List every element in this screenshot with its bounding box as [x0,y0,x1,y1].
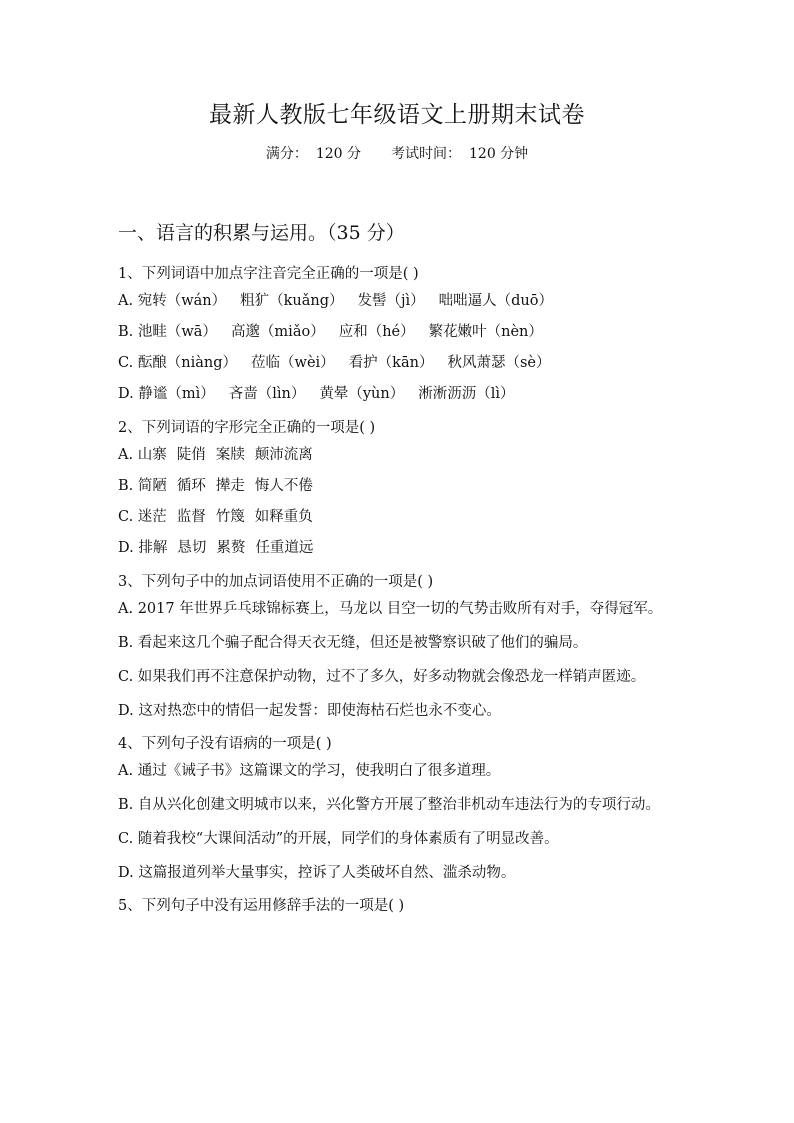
option-word: 循环 [176,478,206,494]
option-word: 繁花嫩叶（nèn） [428,324,543,340]
option-a: A. 2017 年世界乒乓球锦标赛上，马龙以 目空一切的气势击败所有对手，夺得冠军。 [118,601,663,617]
exam-time-label: 考试时间： [391,146,461,162]
option-word: 任重道远 [255,540,314,556]
option-word: 竹篾 [215,509,245,525]
option-word: 悔人不倦 [254,478,313,494]
option-word: 黄晕（yùn） [319,386,405,402]
option-d: D. 这对热恋中的情侣一起发誓：即使海枯石烂也永不变心。 [118,703,501,719]
option-word: 累赘 [216,540,246,556]
option-word: 咄咄逼人（duō） [438,293,553,309]
question-3 [118,570,678,726]
question-4 [118,732,678,888]
question-1 [118,262,678,410]
option-word: B. 简陋 [118,478,167,494]
question-2 [118,416,678,564]
option-a: A. 通过《诫子书》这篇课文的学习，使我明白了很多道理。 [118,763,501,779]
option-word: C. 迷茫 [118,509,167,525]
exam-time-value: 120 分钟 [469,146,529,162]
questions [118,262,678,924]
option-word: 监督 [176,509,206,525]
option-c [118,348,678,379]
option-word: 粗犷（kuǎng） [240,293,344,309]
option-word: B. 池畦（wā） [118,324,217,340]
option-word: C. 酝酿（niàng） [118,355,238,371]
option-c: C. 如果我们再不注意保护动物，过不了多久，好多动物就会像恐龙一样销声匿迹。 [118,669,646,685]
option-b: B. 看起来这几个骗子配合得天衣无缝，但还是被警察识破了他们的骗局。 [118,635,588,651]
question-stem: 4、下列句子没有语病的一项是( ) [118,736,332,752]
option-word: 高邈（miǎo） [230,324,325,340]
option-d [118,533,678,564]
option-word: 应和（hé） [338,324,415,340]
option-word: 颠沛流离 [254,447,313,463]
question-stem: 1、下列词语中加点字注音完全正确的一项是( ) [118,266,419,282]
option-b: B. 自从兴化创建文明城市以来，兴化警方开展了整治非机动车违法行为的专项行动。 [118,797,660,813]
option-b [118,317,678,348]
option-word: 案牍 [215,447,245,463]
option-c: C. 随着我校“大课间活动”的开展，同学们的身体素质有了明显改善。 [118,831,559,847]
option-word: 淅淅沥沥（lì） [418,386,515,402]
option-word: A. 山寨 [118,447,167,463]
option-d: D. 这篇报道列举大量事实，控诉了人类破坏自然、滥杀动物。 [118,865,516,881]
option-c [118,502,678,533]
option-word: 恳切 [177,540,207,556]
option-word: 撵走 [215,478,245,494]
option-word: 看护（kān） [348,355,434,371]
question-stem: 2、下列词语的字形完全正确的一项是( ) [118,420,376,436]
full-score-value: 120 分 [315,146,361,162]
option-word: 吝啬（lìn） [228,386,306,402]
section-heading: 一、语言的积累与运用。（35 分） [118,222,405,244]
page-title: 最新人教版七年级语文上册期末试卷 [209,102,585,128]
option-word: D. 静谧（mì） [118,386,215,402]
option-a [118,440,678,471]
question-5 [118,894,678,918]
option-word: A. 宛转（wán） [118,293,227,309]
full-score-label: 满分： [265,146,308,162]
option-a [118,286,678,317]
question-stem: 5、下列句子中没有运用修辞手法的一项是( ) [118,898,405,914]
option-word: D. 排解 [118,540,168,556]
option-word: 秋风萧瑟（sè） [447,355,551,371]
option-word: 莅临（wèi） [251,355,335,371]
option-b [118,471,678,502]
option-d [118,379,678,410]
exam-info [0,143,794,163]
option-word: 陡俏 [176,447,206,463]
option-word: 如释重负 [254,509,313,525]
option-word: 发髻（jì） [357,293,425,309]
question-stem: 3、下列句子中的加点词语使用不正确的一项是( ) [118,574,434,590]
